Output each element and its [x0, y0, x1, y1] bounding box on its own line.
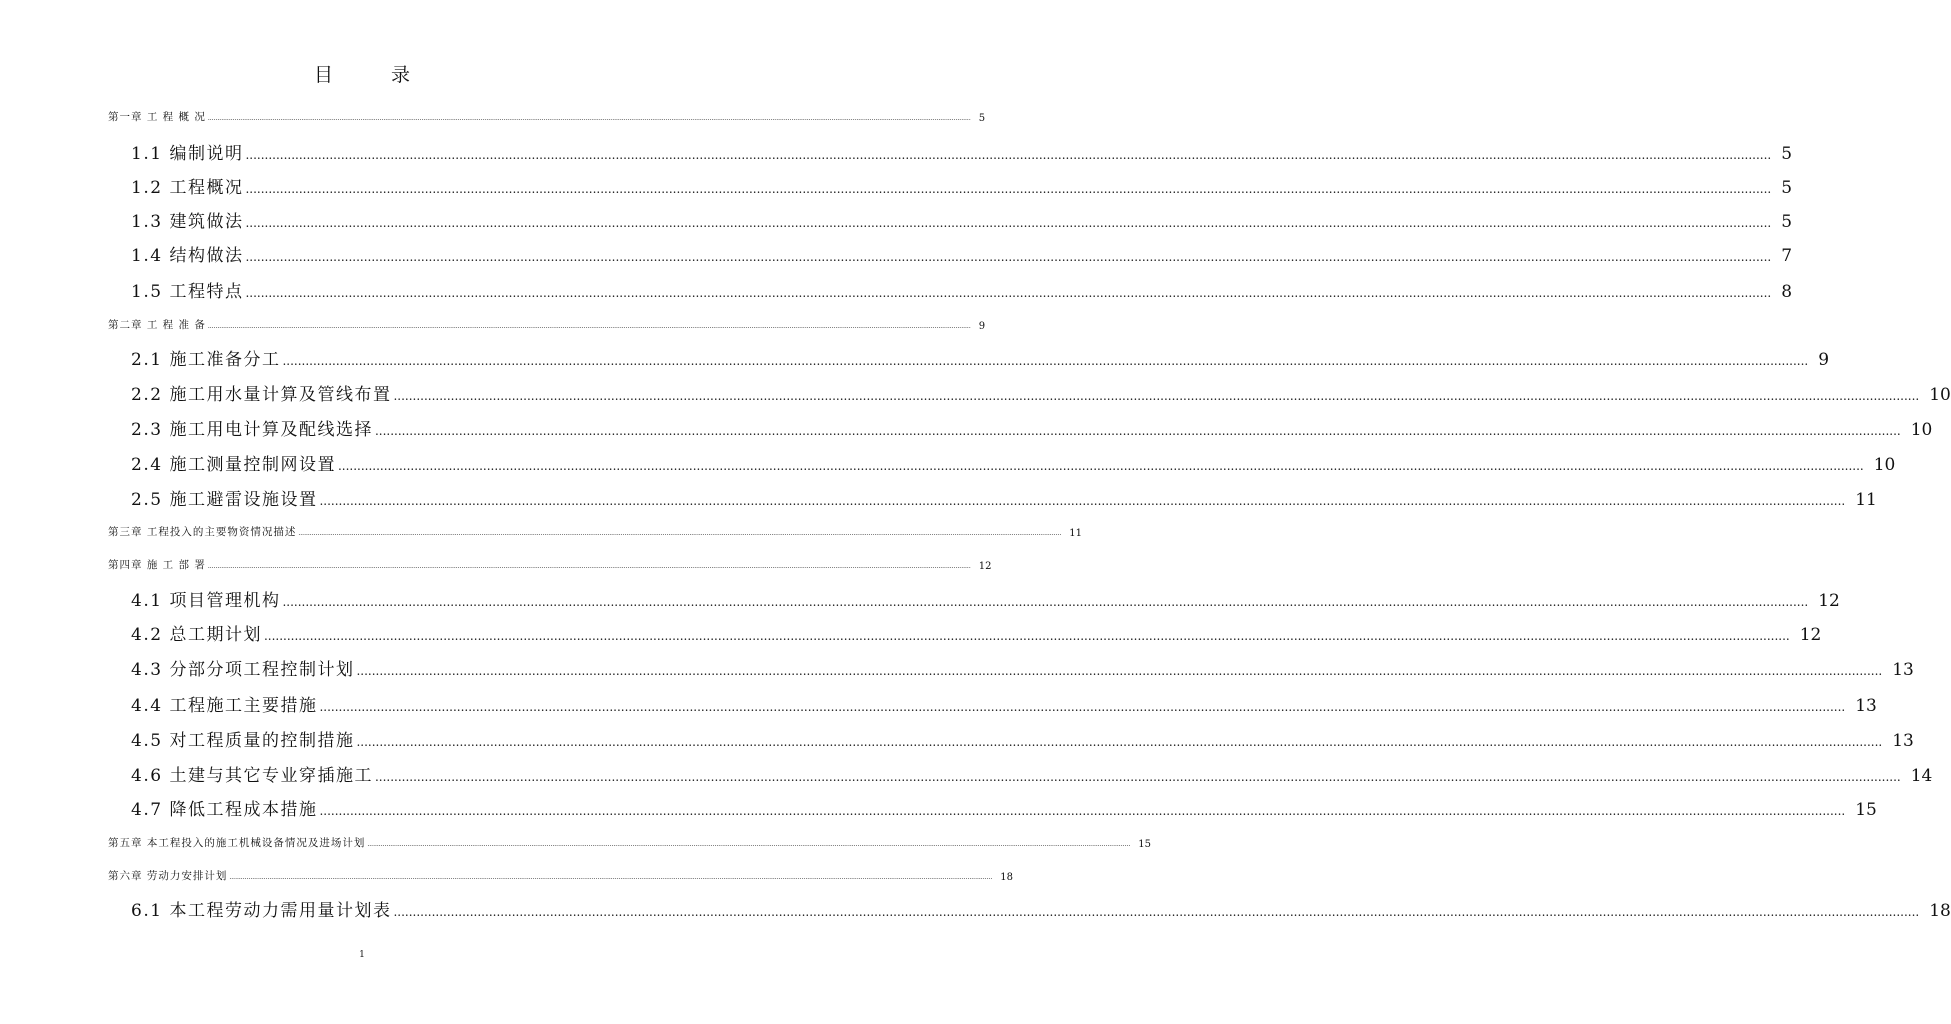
- dot-leader: ................................................................................................................................................................................................................................................................................................................................................................................................................: [393, 389, 1920, 403]
- dot-leader: ................................................................................................................................................................................................................................................................................................................................................................................................................: [245, 250, 1772, 264]
- toc-section-row: [0, 621, 1822, 645]
- dot-leader: ................................................................................................................................................................................................................................................................................................................................................................................................................: [245, 286, 1772, 300]
- toc-page-number: 11: [1855, 490, 1877, 510]
- toc-entry-label: 2.5 施工避雷设施设置: [131, 490, 318, 510]
- dot-leader: ................................................................................................................................................................................................................................................................................................................................................................................................................: [207, 563, 971, 570]
- toc-section-row: [0, 346, 1830, 370]
- toc-section-row: [0, 727, 1914, 751]
- toc-chapter-row: [0, 523, 1082, 539]
- dot-leader: ................................................................................................................................................................................................................................................................................................................................................................................................................: [245, 216, 1772, 230]
- toc-entry-label: 第四章 施 工 部 署: [108, 559, 206, 571]
- toc-page-number: 11: [1069, 528, 1082, 539]
- toc-page-number: 7: [1781, 246, 1793, 266]
- toc-section-row: [0, 140, 1793, 164]
- toc-chapter-row: [0, 316, 986, 332]
- toc-chapter-row: [0, 867, 1013, 883]
- toc-section-row: [0, 381, 1951, 405]
- dot-leader: ................................................................................................................................................................................................................................................................................................................................................................................................................: [282, 595, 1809, 609]
- toc-page-number: 15: [1855, 800, 1877, 820]
- toc-page-number: 10: [1873, 455, 1896, 475]
- toc-entry-label: 1.1 编制说明: [131, 144, 244, 164]
- dot-leader: ................................................................................................................................................................................................................................................................................................................................................................................................................: [356, 735, 1883, 749]
- toc-section-row: [0, 242, 1793, 266]
- toc-page-number: 5: [978, 113, 986, 124]
- toc-entry-label: 2.1 施工准备分工: [131, 350, 281, 370]
- toc-entry-label: 第五章 本工程投入的施工机械设备情况及进场计划: [108, 837, 366, 849]
- toc-entry-label: 4.1 项目管理机构: [131, 591, 281, 611]
- toc-entry-label: 4.5 对工程质量的控制措施: [131, 731, 355, 751]
- toc-entry-label: 2.2 施工用水量计算及管线布置: [131, 385, 392, 405]
- toc-entry-label: 4.4 工程施工主要措施: [131, 696, 318, 716]
- dot-leader: ................................................................................................................................................................................................................................................................................................................................................................................................................: [374, 770, 1901, 784]
- toc-section-row: [0, 897, 1951, 921]
- toc-chapter-row: [0, 834, 1151, 850]
- dot-leader: ................................................................................................................................................................................................................................................................................................................................................................................................................: [356, 664, 1883, 678]
- toc-chapter-row: [0, 108, 986, 124]
- toc-page-number: 18: [1000, 872, 1013, 883]
- toc-section-row: [0, 451, 1896, 475]
- dot-leader: ................................................................................................................................................................................................................................................................................................................................................................................................................: [319, 700, 1846, 714]
- toc-page-number: 12: [978, 561, 992, 572]
- toc-entry-label: 4.7 降低工程成本措施: [131, 800, 318, 820]
- toc-entry-label: 1.4 结构做法: [131, 246, 244, 266]
- toc-page-number: 9: [1818, 350, 1830, 370]
- toc-entry-label: 1.5 工程特点: [131, 282, 244, 302]
- toc-entry-label: 第六章 劳动力安排计划: [108, 870, 228, 882]
- toc-page-number: 5: [1781, 178, 1793, 198]
- toc-section-row: [0, 656, 1914, 680]
- toc-page-number: 10: [1910, 420, 1933, 440]
- toc-entry-label: 4.3 分部分项工程控制计划: [131, 660, 355, 680]
- dot-leader: ................................................................................................................................................................................................................................................................................................................................................................................................................: [367, 841, 1131, 848]
- toc-page-number: 14: [1910, 766, 1933, 786]
- toc-entry-label: 第一章 工 程 概 况: [108, 111, 206, 123]
- toc-section-row: [0, 796, 1877, 820]
- toc-section-row: [0, 416, 1933, 440]
- dot-leader: ................................................................................................................................................................................................................................................................................................................................................................................................................: [207, 115, 971, 122]
- toc-page-number: 15: [1138, 839, 1151, 850]
- toc-page-number: 13: [1855, 696, 1877, 716]
- dot-leader: ................................................................................................................................................................................................................................................................................................................................................................................................................: [207, 323, 971, 330]
- dot-leader: ................................................................................................................................................................................................................................................................................................................................................................................................................: [282, 354, 1809, 368]
- dot-leader: ................................................................................................................................................................................................................................................................................................................................................................................................................: [319, 494, 1846, 508]
- toc-entry-label: 2.4 施工测量控制网设置: [131, 455, 336, 475]
- toc-section-row: [0, 486, 1877, 510]
- dot-leader: ................................................................................................................................................................................................................................................................................................................................................................................................................: [245, 148, 1772, 162]
- toc-page-number: 12: [1818, 591, 1840, 611]
- toc-title: 目 录: [313, 64, 437, 86]
- toc-entry-label: 6.1 本工程劳动力需用量计划表: [131, 901, 392, 921]
- dot-leader: ................................................................................................................................................................................................................................................................................................................................................................................................................: [374, 424, 1901, 438]
- page-footer-number: 1: [359, 950, 365, 960]
- dot-leader: ................................................................................................................................................................................................................................................................................................................................................................................................................: [229, 874, 993, 881]
- toc-section-row: [0, 692, 1877, 716]
- toc-page-number: 9: [978, 321, 986, 332]
- toc-entry-label: 第三章 工程投入的主要物资情况描述: [108, 526, 297, 538]
- toc-page-number: 8: [1781, 282, 1793, 302]
- dot-leader: ................................................................................................................................................................................................................................................................................................................................................................................................................: [245, 182, 1772, 196]
- toc-page-number: 12: [1799, 625, 1822, 645]
- toc-page-number: 10: [1929, 385, 1951, 405]
- toc-page-number: 13: [1892, 731, 1914, 751]
- dot-leader: ................................................................................................................................................................................................................................................................................................................................................................................................................: [393, 905, 1920, 919]
- toc-entry-label: 2.3 施工用电计算及配线选择: [131, 420, 373, 440]
- toc-entry-label: 第二章 工 程 准 备: [108, 319, 206, 331]
- toc-entry-label: 1.3 建筑做法: [131, 212, 244, 232]
- dot-leader: ................................................................................................................................................................................................................................................................................................................................................................................................................: [337, 459, 1864, 473]
- toc-chapter-row: [0, 556, 992, 572]
- toc-section-row: [0, 208, 1793, 232]
- toc-section-row: [0, 278, 1793, 302]
- dot-leader: ................................................................................................................................................................................................................................................................................................................................................................................................................: [263, 629, 1790, 643]
- dot-leader: ................................................................................................................................................................................................................................................................................................................................................................................................................: [319, 804, 1846, 818]
- toc-entry-label: 4.6 土建与其它专业穿插施工: [131, 766, 373, 786]
- dot-leader: ................................................................................................................................................................................................................................................................................................................................................................................................................: [298, 530, 1062, 537]
- toc-section-row: [0, 587, 1840, 611]
- toc-section-row: [0, 762, 1933, 786]
- toc-entry-label: 4.2 总工期计划: [131, 625, 262, 645]
- toc-page-number: 13: [1892, 660, 1914, 680]
- toc-page-number: 18: [1929, 901, 1951, 921]
- toc-page-number: 5: [1781, 212, 1793, 232]
- toc-entry-label: 1.2 工程概况: [131, 178, 244, 198]
- toc-page-number: 5: [1781, 144, 1793, 164]
- toc-section-row: [0, 174, 1793, 198]
